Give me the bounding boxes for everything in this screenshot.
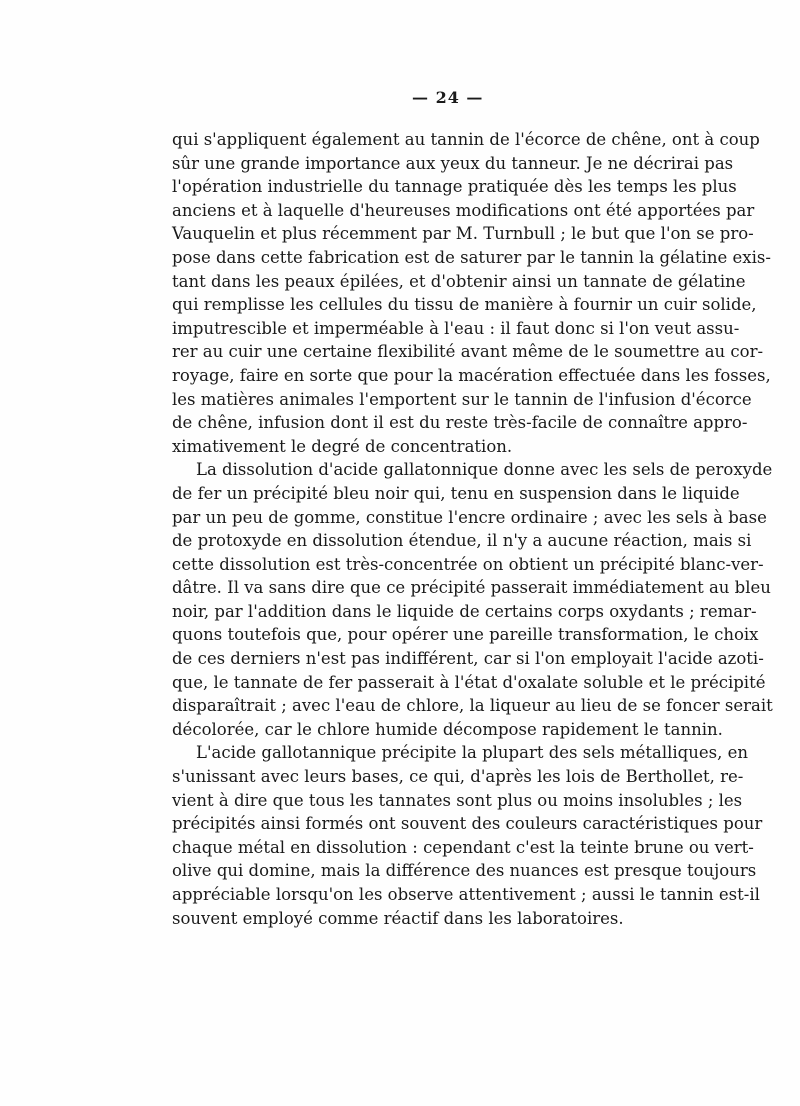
text-line: rer au cuir une certaine flexibilité avant même de le soumettre au cor- bbox=[172, 342, 764, 362]
text-line: s'unissant avec leurs bases, ce qui, d'après les lois de Berthollet, re- bbox=[172, 767, 744, 787]
text-line: cette dissolution est très-concentrée on obtient un précipité blanc-ver- bbox=[172, 554, 764, 574]
text-line: disparaîtrait ; avec l'eau de chlore, la liqueur au lieu de se foncer serait bbox=[172, 696, 773, 716]
text-line: que, le tannate de fer passerait à l'état d'oxalate soluble et le précipité bbox=[172, 672, 766, 692]
text-line: anciens et à laquelle d'heureuses modifications ont été apportées par bbox=[172, 200, 755, 220]
page-number: — 24 — bbox=[412, 88, 484, 107]
body-text bbox=[172, 128, 773, 930]
text-line: par un peu de gomme, constitue l'encre ordinaire ; avec les sels à base bbox=[172, 507, 767, 527]
text-line: quons toutefois que, pour opérer une pareille transformation, le choix bbox=[172, 625, 759, 645]
text-line: imputrescible et imperméable à l'eau : il faut donc si l'on veut assu- bbox=[172, 318, 740, 338]
text-line: chaque métal en dissolution : cependant c'est la teinte brune ou vert- bbox=[172, 837, 754, 857]
text-line: de chêne, infusion dont il est du reste très-facile de connaître appro- bbox=[172, 413, 748, 433]
text-line: La dissolution d'acide gallatonnique donne avec les sels de peroxyde bbox=[196, 460, 773, 480]
text-line: vient à dire que tous les tannates sont plus ou moins insolubles ; les bbox=[172, 790, 743, 810]
text-line: dâtre. Il va sans dire que ce précipité passerait immédiatement au bleu bbox=[172, 578, 771, 598]
text-line: noir, par l'addition dans le liquide de certains corps oxydants ; remar- bbox=[172, 601, 757, 621]
text-line: royage, faire en sorte que pour la macération effectuée dans les fosses, bbox=[172, 365, 771, 385]
text-line: décolorée, car le chlore humide décompose rapidement le tannin. bbox=[172, 719, 723, 739]
text-line: qui s'appliquent également au tannin de l'écorce de chêne, ont à coup bbox=[172, 130, 760, 149]
text-line: souvent employé comme réactif dans les laboratoires. bbox=[172, 908, 624, 928]
text-line: appréciable lorsqu'on les observe attentivement ; aussi le tannin est-il bbox=[172, 885, 760, 904]
text-line: L'acide gallotannique précipite la plupart des sels métalliques, en bbox=[196, 743, 748, 763]
text-line: sûr une grande importance aux yeux du tanneur. Je ne décrirai pas bbox=[172, 153, 734, 173]
text-line: de ces derniers n'est pas indifférent, car si l'on employait l'acide azoti- bbox=[172, 649, 764, 669]
text-line: les matières animales l'emportent sur le tannin de l'infusion d'écorce bbox=[172, 389, 752, 409]
paragraph-3 bbox=[172, 741, 763, 930]
text-line: précipités ainsi formés ont souvent des couleurs caractéristiques pour bbox=[172, 814, 763, 834]
paragraph-2 bbox=[172, 458, 773, 741]
text-line: ximativement le degré de concentration. bbox=[172, 436, 513, 456]
text-line: tant dans les peaux épilées, et d'obtenir ainsi un tannate de gélatine bbox=[172, 271, 746, 291]
paragraph-1 bbox=[172, 128, 771, 458]
text-line: qui remplisse les cellules du tissu de manière à fournir un cuir solide, bbox=[172, 295, 757, 315]
text-line: pose dans cette fabrication est de saturer par le tannin la gélatine exis- bbox=[172, 247, 771, 267]
text-line: de fer un précipité bleu noir qui, tenu en suspension dans le liquide bbox=[172, 483, 740, 503]
text-line: l'opération industrielle du tannage pratiquée dès les temps les plus bbox=[172, 177, 737, 197]
text-line: Vauquelin et plus récemment par M. Turnbull ; le but que l'on se pro- bbox=[172, 224, 754, 244]
text-line: de protoxyde en dissolution étendue, il n'y a aucune réaction, mais si bbox=[172, 531, 752, 551]
text-line: olive qui domine, mais la différence des nuances est presque toujours bbox=[172, 861, 757, 881]
